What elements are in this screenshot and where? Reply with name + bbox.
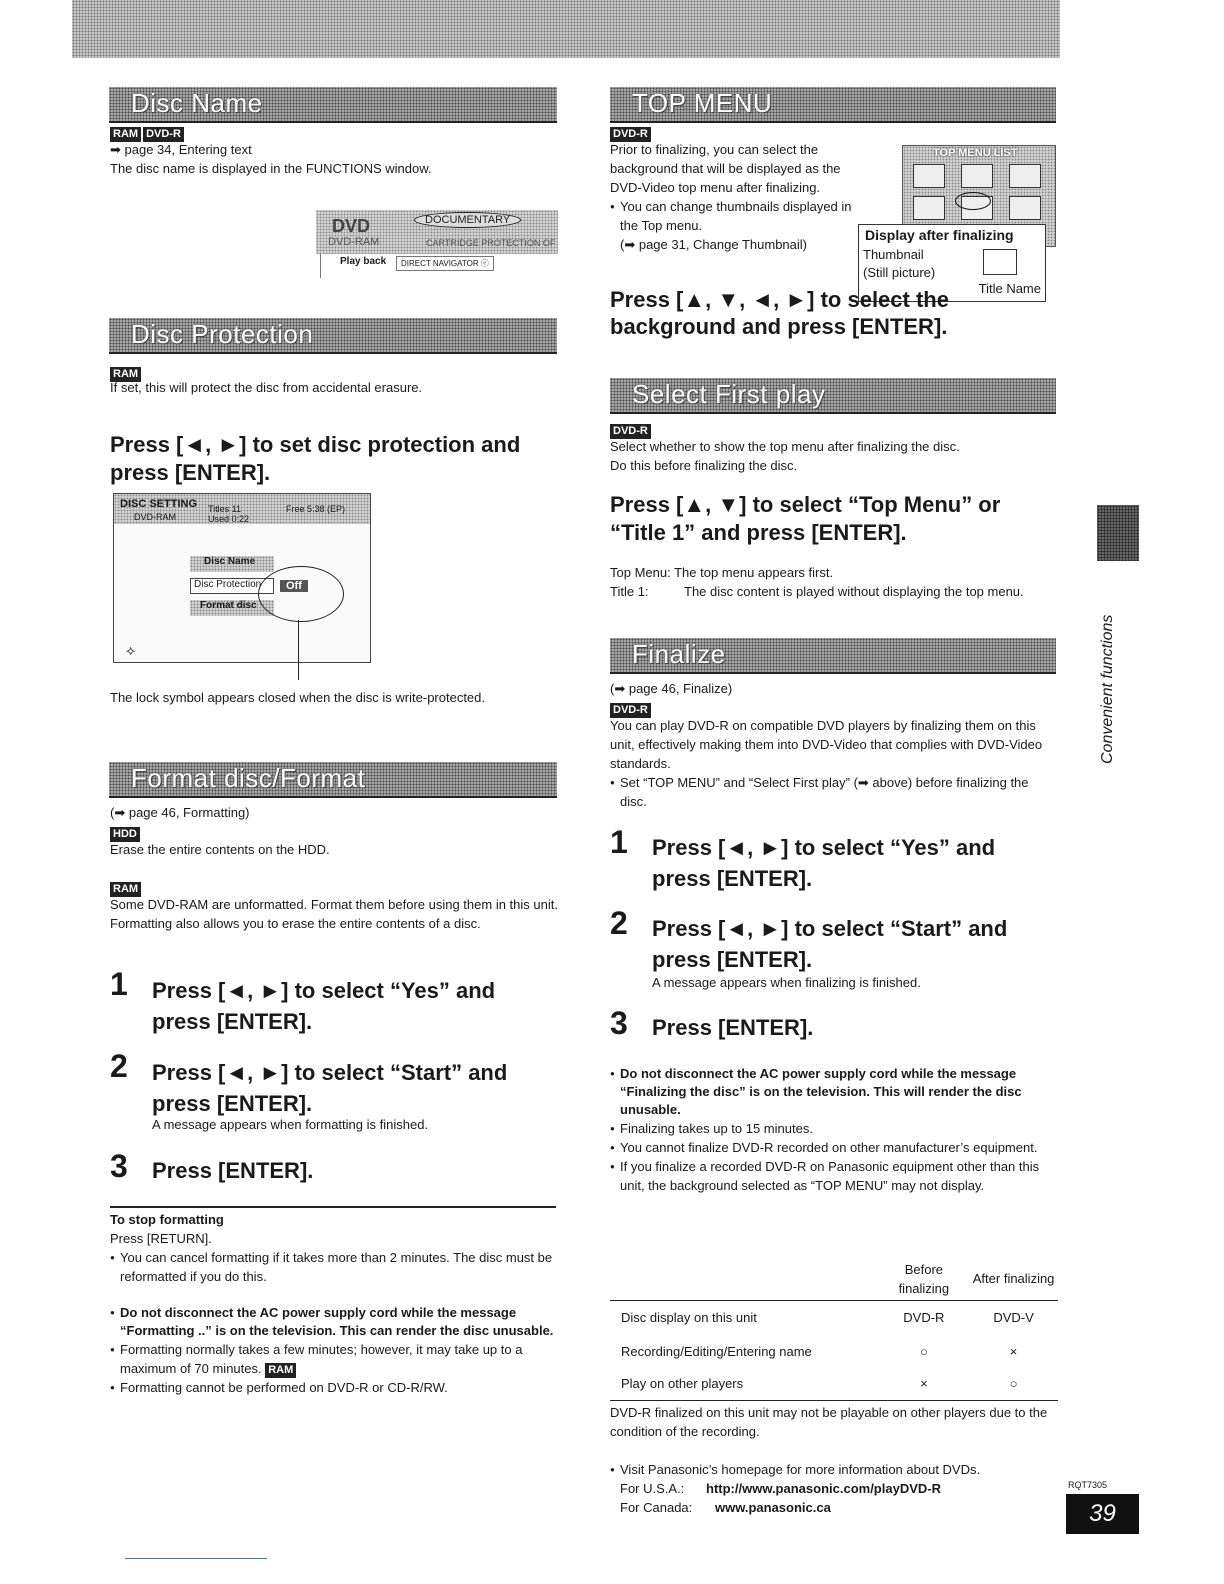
page-ref: ➡ page 34, Entering text <box>110 142 252 157</box>
used-label: Used 0:22 <box>208 514 250 524</box>
title-name-label: Title Name <box>978 281 1041 296</box>
free-label: Free 5:38 (EP) <box>286 504 346 514</box>
badge: DVD-R <box>143 127 184 142</box>
instruction: Press [◄, ►] to set disc protection and press [ENTER]. <box>110 432 521 485</box>
description: The disc name is displayed in the FUNCTIONS window. <box>110 161 432 176</box>
stop-press: Press [RETURN]. <box>110 1231 212 1246</box>
note: ● Finalizing takes up to 15 minutes. <box>610 1119 1050 1138</box>
sidebar-label <box>1073 590 1133 790</box>
format-notes <box>110 1304 558 1397</box>
option-label: Title 1: <box>610 584 649 599</box>
menu-disc-protection: Disc Protection <box>190 578 274 594</box>
page-ref: (➡ page 46, Finalize) <box>610 681 733 696</box>
step-number: 1 <box>610 824 628 860</box>
usa-link[interactable]: http://www.panasonic.com/playDVD-R <box>706 1481 941 1496</box>
section-title: Select First play <box>632 379 826 409</box>
usa-label: For U.S.A.: <box>620 1481 685 1496</box>
menu-disc-name: Disc Name <box>190 556 274 572</box>
row-label: Play on other players <box>621 1376 744 1392</box>
format-header <box>109 762 557 798</box>
top-banner <box>72 0 1060 58</box>
bullet: ● You can change thumbnails displayed in the Top menu. <box>610 197 856 235</box>
step-number: 3 <box>110 1148 128 1184</box>
description: You can play DVD-R on compatible DVD players by finalizing them on this unit, effectively making them into DVD-Video that complies with DVD-Video standards. <box>610 718 1043 771</box>
description: Do this before finalizing the disc. <box>610 458 798 473</box>
section-title: Finalize <box>632 639 726 669</box>
option-text: The disc content is played without displaying the top menu. <box>684 584 1024 599</box>
column-header: After finalizing <box>972 1271 1055 1287</box>
navigator-label: DIRECT NAVIGATOR <box>401 259 479 268</box>
page-ref: (➡ page 31, Change Thumbnail) <box>620 237 807 252</box>
finalize-header <box>610 638 1056 674</box>
section-title: Disc Name <box>131 88 263 118</box>
row-label: Recording/Editing/Entering name <box>621 1343 812 1359</box>
first-play-header <box>610 378 1056 414</box>
step-number: 3 <box>610 1005 628 1041</box>
note-text: Formatting normally takes a few minutes; however, it may take up to a maximum of 70 minutes. <box>120 1342 523 1376</box>
section-title: Disc Protection <box>131 319 314 349</box>
note: ● If you finalize a recorded DVD-R on Panasonic equipment other than this unit, the background selected as “TOP MENU” may not display. <box>610 1157 1050 1195</box>
box-title: Display after finalizing <box>865 227 1014 243</box>
disc-name-header <box>109 87 557 123</box>
highlight-circle <box>258 566 344 622</box>
cell: DVD-V <box>993 1309 1034 1325</box>
visit-info <box>610 1460 1058 1517</box>
note: ● You cannot finalize DVD-R recorded on other manufacturer’s equipment. <box>610 1138 1050 1157</box>
canada-link[interactable]: www.panasonic.ca <box>715 1500 831 1515</box>
badge: DVD-R <box>610 703 651 718</box>
step-text: Press [◄, ►] to select “Yes” and press [ENTER]. <box>652 835 996 891</box>
section-title: TOP MENU <box>632 88 773 118</box>
badge: RAM <box>110 127 141 142</box>
option-text: The top menu appears first. <box>674 565 834 580</box>
disc-name-text <box>110 140 560 178</box>
step-number: 2 <box>610 905 628 941</box>
stop-formatting <box>110 1211 558 1286</box>
note <box>110 1340 558 1378</box>
badge: DVD-R <box>610 127 651 142</box>
step-text: Press [◄, ►] to select “Start” and press [ENTER]. <box>152 1060 508 1116</box>
dvd-ram-label: DVD-RAM <box>328 236 380 248</box>
step-text: Press [ENTER]. <box>152 1158 314 1183</box>
dvd-label: DVD <box>332 216 371 236</box>
menu-format-disc: Format disc <box>190 600 274 616</box>
badge: DVD-R <box>610 424 651 439</box>
finalize-notes <box>610 1065 1050 1195</box>
description: Erase the entire contents on the HDD. <box>110 842 330 857</box>
row-label: Disc display on this unit <box>621 1309 757 1325</box>
screen-sub: DVD-RAM <box>134 512 176 522</box>
description: Select whether to show the top menu after finalizing the disc. <box>610 439 960 454</box>
canada-label: For Canada: <box>620 1500 693 1515</box>
step-number: 2 <box>110 1048 128 1084</box>
option-label: Top Menu: <box>610 565 671 580</box>
step-number: 1 <box>110 966 128 1002</box>
cell: DVD-R <box>903 1309 945 1325</box>
badge: RAM <box>110 367 141 382</box>
playback-label: Play back <box>340 256 387 267</box>
sidebar-text: Convenient functions <box>1099 614 1116 764</box>
disc-setting-screen <box>113 493 371 663</box>
stop-note: ● You can cancel formatting if it takes more than 2 minutes. The disc must be reformatted if you do this. <box>110 1248 558 1286</box>
cell: × <box>1009 1343 1018 1359</box>
sidebar-tab <box>1097 505 1139 561</box>
section-title: Format disc/Format <box>131 763 366 793</box>
page-number: 39 <box>1066 1494 1139 1534</box>
finalize-table <box>610 1258 1058 1441</box>
titles-label: Titles 11 <box>208 504 242 514</box>
documentary-label: DOCUMENTARY <box>414 212 521 228</box>
thumbnail-label: Thumbnail <box>863 247 924 262</box>
step-text: Press [◄, ►] to select “Start” and press [ENTER]. <box>652 916 1008 972</box>
page-ref: (➡ page 46, Formatting) <box>110 805 250 820</box>
badge: RAM <box>110 882 141 897</box>
cell: × <box>920 1376 928 1392</box>
screen-title: DISC SETTING <box>120 498 198 510</box>
disc-name-screen <box>316 210 558 278</box>
first-play-text <box>610 437 960 475</box>
step-note: A message appears when formatting is finished. <box>152 1117 429 1132</box>
warning: ● Do not disconnect the AC power supply cord while the message “Formatting ..” is on the television. This can render the disc unusable. <box>110 1304 558 1340</box>
stop-title: To stop formatting <box>110 1212 224 1227</box>
description: If set, this will protect the disc from accidental erasure. <box>110 380 423 395</box>
instruction: Press [▲, ▼, ◄, ►] to select the background and press [ENTER]. <box>610 287 949 339</box>
step-note: A message appears when finalizing is finished. <box>652 975 921 990</box>
bullet: ● Set “TOP MENU” and “Select First play” (➡ above) before finalizing the disc. <box>610 773 1058 811</box>
description: Some DVD-RAM are unformatted. Format them before using them in this unit. Formatting also allows you to erase the entire contents of a disc. <box>110 897 558 931</box>
top-menu-header <box>610 87 1056 123</box>
doc-code: RQT7305 <box>1068 1480 1108 1490</box>
footer-rule <box>125 1558 267 1559</box>
visit-text: ● Visit Panasonic’s homepage for more information about DVDs. <box>610 1460 1058 1479</box>
badge: RAM <box>265 1363 296 1378</box>
protection-value: Off <box>280 580 308 592</box>
cartridge-label: CARTRIDGE PROTECTION OF <box>426 238 556 248</box>
caption: The lock symbol appears closed when the disc is write-protected. <box>110 690 486 705</box>
step-text: Press [ENTER]. <box>652 1015 814 1040</box>
cell: ○ <box>919 1343 928 1359</box>
navigator-box: DIRECT NAVIGATOR ⓔ <box>396 256 494 271</box>
dial-icon: ⟡ <box>126 642 136 658</box>
still-label: (Still picture) <box>863 265 936 280</box>
top-menu-text <box>610 140 856 254</box>
note: ● Formatting cannot be performed on DVD-R or CD-R/RW. <box>110 1378 558 1397</box>
description: Prior to finalizing, you can select the background that will be displayed as the DVD-Video top menu after finalizing. <box>610 142 841 195</box>
divider <box>110 1206 556 1208</box>
column-header: Before finalizing <box>898 1261 950 1296</box>
first-play-options <box>610 563 1050 601</box>
step-text: Press [◄, ►] to select “Yes” and press [ENTER]. <box>152 978 496 1034</box>
warning: ● Do not disconnect the AC power supply cord while the message “Finalizing the disc” is on the television. This will render the disc unusable. <box>610 1065 1050 1119</box>
image-title: TOP MENU LIST <box>933 147 1018 159</box>
finalize-text <box>610 716 1058 811</box>
table-note: DVD-R finalized on this unit may not be playable on other players due to the condition of the recording. <box>610 1404 1048 1439</box>
badge: HDD <box>110 827 140 842</box>
cell: ○ <box>1009 1376 1018 1392</box>
instruction: Press [▲, ▼] to select “Top Menu” or “Title 1” and press [ENTER]. <box>610 492 1001 545</box>
disc-protection-header <box>109 318 557 354</box>
